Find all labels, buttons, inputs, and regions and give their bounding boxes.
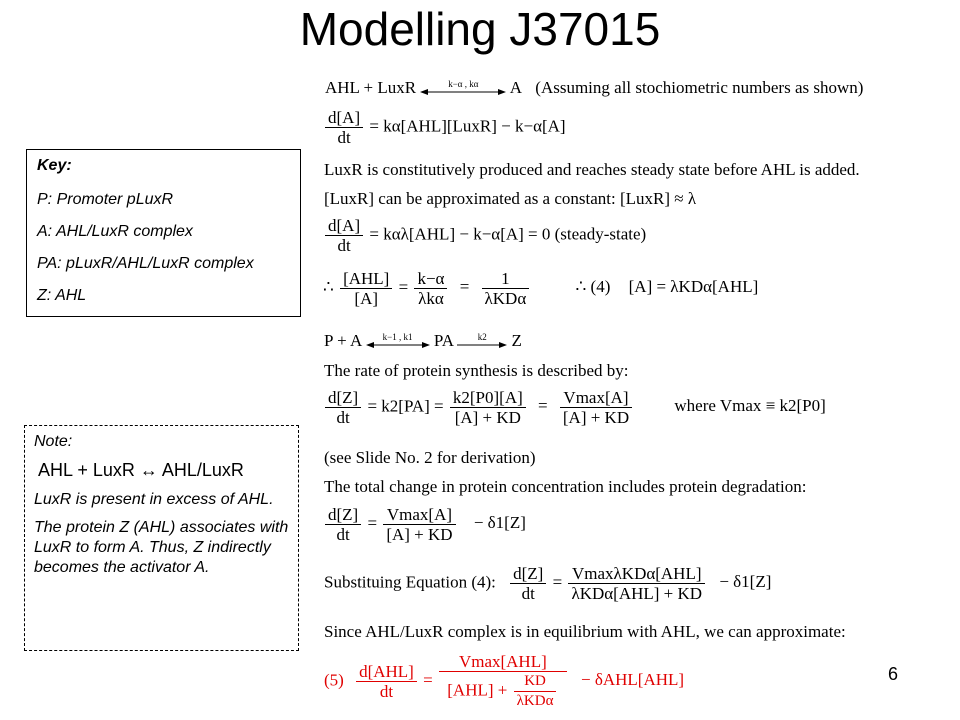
equation-tag: ∴ (4) — [575, 277, 611, 297]
fraction — [560, 388, 632, 427]
note-paragraph: LuxR is present in excess of AHL. — [34, 491, 274, 508]
arrow-right-icon — [457, 341, 507, 349]
equation-2-rhs: = kαλ[AHL] − k−α[A] = 0 (steady-state) — [369, 224, 647, 244]
equation-6-tail: − δ1[Z] — [719, 572, 772, 592]
denominator: [A] + KD — [454, 408, 521, 427]
denominator: [A] + KD — [386, 525, 453, 544]
numerator: d[Z] — [510, 564, 546, 584]
numerator: Vmax[AHL] — [439, 652, 567, 672]
denominator: dt — [336, 408, 350, 427]
fraction — [356, 662, 417, 701]
fraction — [414, 269, 447, 308]
note-paragraph: The protein Z (AHL) associates with LuxR to form A. Thus, Z indirectly becomes the activator A. — [34, 519, 289, 576]
key-item: P: Promoter pLuxR — [37, 191, 174, 208]
therefore-symbol: ∴ — [323, 277, 334, 297]
numerator: k−α — [414, 269, 447, 289]
numerator: d[Z] — [325, 505, 361, 525]
numerator: d[Z] — [325, 388, 361, 408]
numerator: d[A] — [325, 108, 363, 128]
equation-4: $\frac{d[Z]}{dt}$ = k2[PA] = $\frac{k2[P0][A]}{[A] + KD}$ = $\frac{Vmax[A]}{[A] + KD}$ where Vmax ≡ k2[P0] — [323, 388, 826, 427]
fraction — [510, 564, 546, 603]
reaction-2-right: Z — [511, 331, 522, 350]
equation-5: $\frac{d[Z]}{dt}$ = $\frac{Vmax[A]}{[A] + KD}$ − δ1[Z] — [323, 505, 526, 544]
fraction — [340, 269, 392, 308]
note-box — [24, 425, 299, 651]
denominator: λKDα — [484, 289, 527, 308]
key-item: A: AHL/LuxR complex — [37, 223, 193, 240]
denominator: dt — [379, 682, 394, 701]
equation-6: Substituing Equation (4): $\frac{d[Z]}{dt}$ = $\frac{\text{VmaxλKDα[AHL]}}{\text{λKDα[AHL] + KD}}$ − δ1[Z] — [324, 564, 772, 603]
numerator: [AHL] — [340, 269, 392, 289]
equation-4-where: where Vmax ≡ k2[P0] — [674, 396, 826, 416]
slide-number: 6 — [888, 664, 899, 684]
reaction-2-mid: PA — [433, 331, 454, 350]
reaction-2-rate: k2 — [477, 332, 487, 343]
fraction — [325, 388, 361, 427]
equation-1-rhs: = kα[AHL][LuxR] − k−α[A] — [369, 116, 566, 136]
double-arrow-icon — [366, 341, 430, 349]
reaction-1-note: (Assuming all stochiometric numbers as shown) — [535, 78, 864, 97]
numerator: Vmax[A] — [560, 388, 632, 408]
fraction — [383, 505, 455, 544]
key-item: Z: AHL — [37, 287, 87, 304]
denominator: [A] — [354, 289, 379, 308]
equation-tag: (5) — [324, 670, 344, 690]
equation-5-tail: − δ1[Z] — [473, 513, 526, 533]
denominator: λKDα — [516, 693, 554, 709]
equation-1 — [323, 108, 566, 147]
numerator: Vmax[A] — [383, 505, 455, 525]
text-5: The total change in protein concentration includes protein degradation: — [324, 477, 807, 496]
reaction-2 — [324, 331, 522, 351]
key-box — [26, 149, 301, 317]
note-equation: AHL + LuxR ↔ AHL/LuxR — [38, 460, 244, 480]
forward-arrow — [457, 332, 507, 349]
denominator: λKDα[AHL] + KD — [571, 584, 703, 603]
numerator: KD — [514, 672, 557, 692]
reaction-1-left: AHL + LuxR — [325, 78, 417, 97]
fraction — [325, 505, 361, 544]
key-heading: Key: — [37, 157, 72, 174]
equation-7-tail: − δAHL[AHL] — [581, 670, 685, 690]
note-heading: Note: — [34, 433, 73, 450]
equation-2 — [323, 216, 646, 255]
key-item: PA: pLuxR/AHL/LuxR complex — [37, 255, 254, 272]
equation-6-label: Substituing Equation (4): — [324, 572, 496, 592]
reaction-2-rates: k−1 , k1 — [382, 332, 413, 343]
fraction — [325, 216, 363, 255]
equation-4-mid: = k2[PA] = — [367, 396, 444, 416]
equation-5-highlight: (5) $\frac{\text{d[AHL]}}{dt}$ = Vmax[AHL] [AHL] + $\frac{KD}{\text{λKDα}}$ − δAHL[AHL] — [324, 652, 685, 709]
equation-3-result: [A] = λKDα[AHL] — [628, 277, 759, 297]
denominator — [439, 672, 567, 711]
reaction-2-left: P + A — [324, 331, 362, 350]
text-1: LuxR is constitutively produced and reaches steady state before AHL is added. — [324, 160, 860, 179]
numerator: k2[P0][A] — [450, 388, 526, 408]
denominator: dt — [336, 525, 350, 544]
denominator: dt — [337, 236, 351, 255]
reversible-arrow — [420, 79, 506, 96]
denominator: dt — [337, 128, 351, 147]
text-4: (see Slide No. 2 for derivation) — [324, 448, 536, 467]
numerator: d[AHL] — [356, 662, 417, 682]
inner-fraction — [514, 672, 557, 711]
reversible-arrow — [366, 332, 430, 349]
denominator: λkα — [418, 289, 444, 308]
slide-title: Modelling J37015 — [299, 3, 661, 55]
numerator: d[A] — [325, 216, 363, 236]
numerator: 1 — [482, 269, 530, 289]
fraction — [568, 564, 705, 603]
denominator: dt — [521, 584, 535, 603]
fraction — [325, 108, 363, 147]
denominator: [A] + KD — [562, 408, 630, 427]
denominator-left: [AHL] + — [447, 680, 508, 700]
reaction-1-rates: k−α , kα — [448, 79, 479, 90]
double-arrow-icon — [420, 88, 506, 96]
equation-3: ∴ $\frac{\text{[AHL]}}{[A]}$ = $\frac{k-\alpha}{\text{λkα}}$ = $\frac{1}{\text{λKDα}}$ ∴ (4) [A] = λKDα[AHL] — [323, 269, 759, 308]
fraction — [439, 652, 567, 711]
text-2: [LuxR] can be approximated as a constant: [LuxR] ≈ λ — [324, 189, 697, 208]
fraction — [450, 388, 526, 427]
fraction — [482, 269, 530, 308]
text-3: The rate of protein synthesis is described by: — [324, 361, 629, 380]
numerator: VmaxλKDα[AHL] — [568, 564, 705, 584]
reaction-1-right: A — [509, 78, 522, 97]
text-6: Since AHL/LuxR complex is in equilibrium with AHL, we can approximate: — [324, 622, 846, 641]
reaction-1 — [325, 78, 863, 98]
